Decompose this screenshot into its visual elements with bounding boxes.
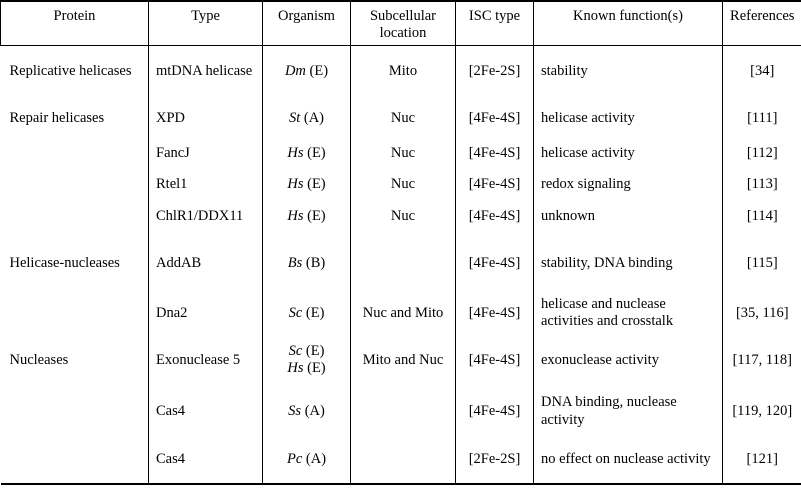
table-row [1, 45, 801, 98]
table-row [1, 388, 801, 435]
cell-isc-type: [4Fe-4S] [456, 388, 534, 435]
organism-domain: (A) [300, 109, 325, 126]
cell-references: [121] [746, 450, 778, 467]
cell-references: [113] [746, 176, 778, 193]
organism-abbr: Dm [284, 63, 306, 80]
cell-isc-type: [4Fe-4S] [456, 332, 534, 388]
cell-type: FancJ [149, 138, 263, 169]
organism-domain: (E) [303, 176, 326, 193]
cell-type: XPD [149, 98, 263, 138]
cell-type: mtDNA helicase [149, 45, 263, 98]
cell-function: DNA binding, nuclease activity [534, 388, 723, 435]
cell-organism [263, 294, 351, 332]
cell-type: Rtel1 [149, 169, 263, 200]
cell-isc-type: [4Fe-4S] [456, 200, 534, 232]
cell-protein [1, 435, 149, 484]
header-function: Known function(s) [534, 1, 723, 45]
cell-protein: Nucleases [1, 332, 149, 388]
cell-location [351, 232, 456, 294]
cell-organism [263, 332, 351, 388]
cell-function: stability, DNA binding [534, 232, 723, 294]
cell-references: [119, 120] [732, 403, 793, 420]
cell-isc-type: [4Fe-4S] [456, 232, 534, 294]
cell-location: Nuc [351, 98, 456, 138]
cell-organism [263, 232, 351, 294]
organism-domain: (E) [303, 360, 326, 377]
organism-abbr: Hs [287, 360, 304, 377]
organism-abbr: St [288, 109, 301, 126]
cell-organism [263, 200, 351, 232]
cell-protein: Replicative helicases [1, 45, 149, 98]
organism-abbr: Sc [288, 304, 303, 321]
cell-organism [263, 169, 351, 200]
cell-organism [263, 45, 351, 98]
organism-abbr: Sc [288, 342, 303, 359]
cell-protein [1, 294, 149, 332]
table-row [1, 138, 801, 169]
cell-isc-type: [4Fe-4S] [456, 294, 534, 332]
cell-location: Nuc [351, 200, 456, 232]
cell-organism [263, 435, 351, 484]
cell-organism [263, 388, 351, 435]
header-protein: Protein [1, 1, 149, 45]
cell-references: [35, 116] [735, 304, 789, 321]
organism-domain: (E) [303, 207, 326, 224]
organism-domain: (E) [302, 342, 325, 359]
table-row [1, 200, 801, 232]
header-references: References [723, 1, 801, 45]
cell-protein [1, 169, 149, 200]
table-row [1, 169, 801, 200]
organism-domain: (E) [302, 304, 325, 321]
organism-abbr: Bs [287, 254, 303, 271]
cell-location: Nuc and Mito [351, 294, 456, 332]
cell-protein [1, 388, 149, 435]
cell-location: Mito [351, 45, 456, 98]
cell-isc-type: [4Fe-4S] [456, 169, 534, 200]
cell-protein: Repair helicases [1, 98, 149, 138]
organism-abbr: Ss [288, 403, 302, 420]
cell-isc-type: [2Fe-2S] [456, 45, 534, 98]
cell-references: [34] [750, 63, 775, 80]
organism-abbr: Pc [286, 450, 303, 467]
organism-domain: (E) [303, 145, 326, 162]
cell-references: [111] [747, 109, 778, 126]
cell-location: Nuc [351, 169, 456, 200]
cell-type: Dna2 [149, 294, 263, 332]
organism-line [265, 343, 348, 360]
cell-references: [117, 118] [732, 351, 792, 368]
table-row [1, 294, 801, 332]
cell-organism [263, 98, 351, 138]
organism-abbr: Hs [287, 207, 304, 224]
cell-type: Cas4 [149, 388, 263, 435]
cell-type: ChlR1/DDX11 [149, 200, 263, 232]
cell-function: no effect on nuclease activity [534, 435, 723, 484]
cell-function: helicase and nuclease activities and crosstalk [534, 294, 723, 332]
cell-function: exonuclease activity [534, 332, 723, 388]
cell-location [351, 435, 456, 484]
organism-domain: (A) [302, 450, 327, 467]
cell-isc-type: [2Fe-2S] [456, 435, 534, 484]
header-organism: Organism [263, 1, 351, 45]
cell-type: Exonuclease 5 [149, 332, 263, 388]
organism-abbr: Hs [287, 145, 304, 162]
organism-line [265, 360, 348, 377]
cell-organism [263, 138, 351, 169]
table-row [1, 98, 801, 138]
cell-isc-type: [4Fe-4S] [456, 138, 534, 169]
cell-references: [115] [746, 254, 778, 271]
organism-domain: (B) [302, 254, 326, 271]
table-row [1, 332, 801, 388]
cell-function: unknown [534, 200, 723, 232]
cell-references: [114] [746, 207, 778, 224]
cell-location: Nuc [351, 138, 456, 169]
cell-function: redox signaling [534, 169, 723, 200]
organism-abbr: Hs [287, 176, 304, 193]
organism-domain: (A) [301, 403, 325, 420]
cell-protein [1, 138, 149, 169]
cell-type: AddAB [149, 232, 263, 294]
table-row [1, 232, 801, 294]
cell-function: helicase activity [534, 138, 723, 169]
cell-references: [112] [746, 145, 778, 162]
header-location: Subcellular location [351, 1, 456, 45]
table-header-row [1, 1, 801, 45]
cell-function: helicase activity [534, 98, 723, 138]
cell-isc-type: [4Fe-4S] [456, 98, 534, 138]
cell-function: stability [534, 45, 723, 98]
table-row [1, 435, 801, 484]
header-isc-type: ISC type [456, 1, 534, 45]
cell-protein: Helicase-nucleases [1, 232, 149, 294]
cell-type: Cas4 [149, 435, 263, 484]
organism-domain: (E) [305, 63, 329, 80]
cell-location [351, 388, 456, 435]
cell-protein [1, 200, 149, 232]
cell-location: Mito and Nuc [351, 332, 456, 388]
header-type: Type [149, 1, 263, 45]
